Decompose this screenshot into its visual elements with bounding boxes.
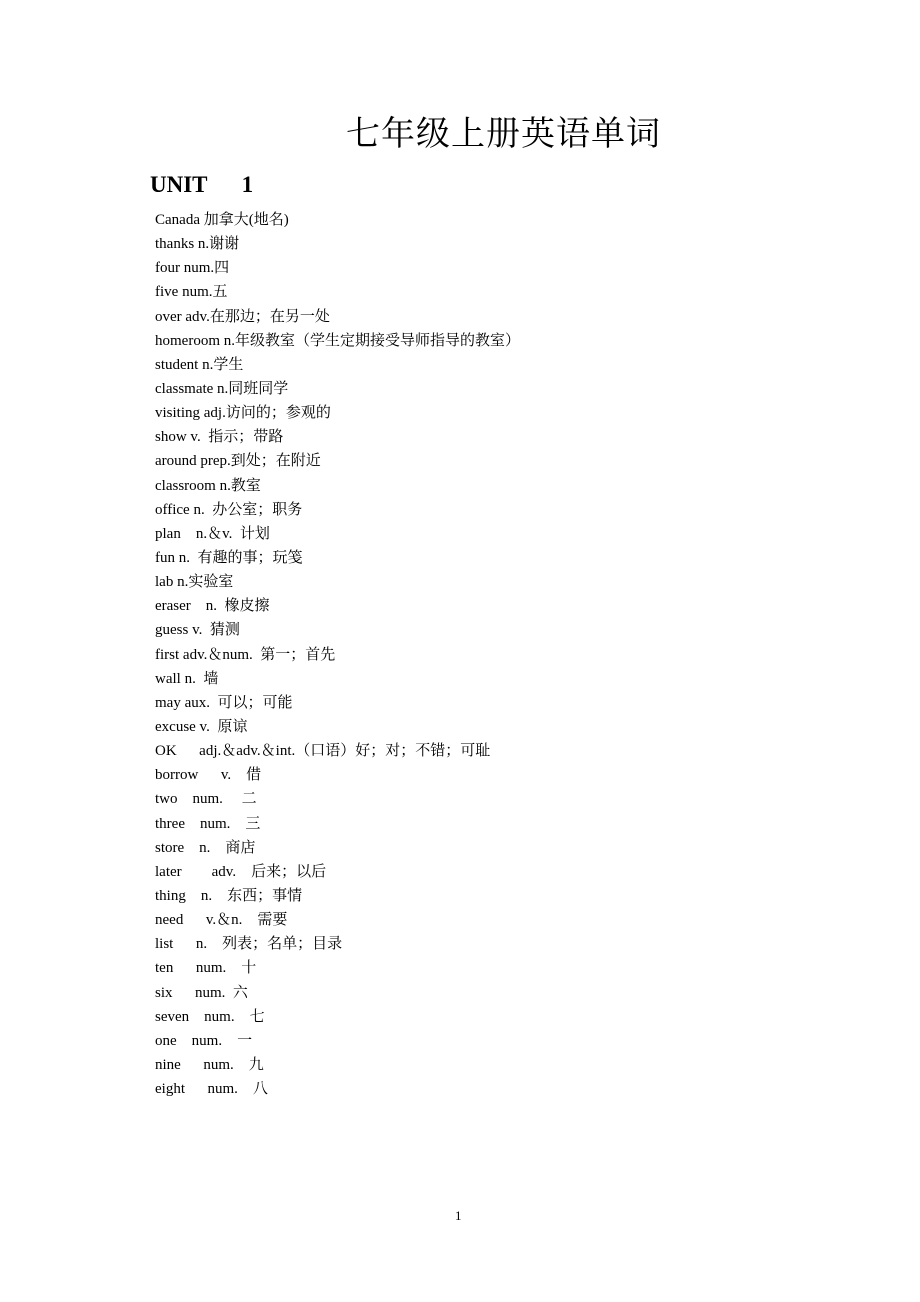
vocab-item: OK adj.＆adv.＆int.（口语）好；对；不错；可耻 (155, 743, 491, 760)
vocab-item: ten num. 十 (155, 960, 257, 977)
vocab-item: thanks n.谢谢 (155, 236, 240, 253)
vocab-item: guess v. 猜测 (155, 622, 240, 639)
vocab-item: over adv.在那边；在另一处 (155, 308, 330, 325)
vocab-item: later adv. 后来；以后 (155, 863, 327, 880)
vocab-item: classroom n.教室 (155, 477, 261, 494)
vocab-item: homeroom n.年级教室（学生定期接受导师指导的教室） (155, 332, 520, 349)
vocab-item: first adv.＆num. 第一；首先 (155, 646, 336, 663)
vocab-item: fun n. 有趣的事；玩笺 (155, 549, 303, 566)
vocab-item: student n.学生 (155, 356, 244, 373)
vocab-item: two num. 二 (155, 791, 257, 808)
vocab-item: need v.＆n. 需要 (155, 912, 288, 929)
vocabulary-list (155, 208, 520, 1101)
vocab-item: store n. 商店 (155, 839, 256, 856)
vocab-item: list n. 列表；名单；目录 (155, 936, 343, 953)
vocab-item: classmate n.同班同学 (155, 380, 289, 397)
vocab-item: seven num. 七 (155, 1008, 265, 1025)
vocab-item: five num.五 (155, 284, 228, 301)
page-number: 1 (455, 1208, 462, 1223)
vocab-item: around prep.到处；在附近 (155, 453, 321, 470)
vocab-item: six num. 六 (155, 984, 248, 1001)
vocab-item: nine num. 九 (155, 1056, 264, 1073)
vocab-item: borrow v. 借 (155, 767, 262, 784)
page-title: 七年级上册英语单词 (346, 116, 661, 153)
vocab-item: office n. 办公室；职务 (155, 501, 303, 518)
vocab-item: plan n.＆v. 计划 (155, 525, 270, 542)
vocab-item: wall n. 墙 (155, 670, 219, 687)
vocab-item: excuse v. 原谅 (155, 718, 248, 735)
unit-heading: UNIT 1 (150, 172, 254, 197)
vocab-item: three num. 三 (155, 815, 261, 832)
vocab-item: lab n.实验室 (155, 574, 234, 591)
vocab-item: Canada 加拿大(地名) (155, 212, 289, 228)
vocab-item: eraser n. 橡皮擦 (155, 598, 270, 615)
vocab-item: four num.四 (155, 260, 230, 277)
vocab-item: visiting adj.访问的；参观的 (155, 405, 331, 422)
vocab-item: one num. 一 (155, 1032, 253, 1049)
vocab-item: thing n. 东西；事情 (155, 887, 303, 904)
vocab-item: show v. 指示；带路 (155, 429, 284, 446)
vocab-item: may aux. 可以；可能 (155, 694, 293, 711)
vocab-item: eight num. 八 (155, 1081, 268, 1098)
